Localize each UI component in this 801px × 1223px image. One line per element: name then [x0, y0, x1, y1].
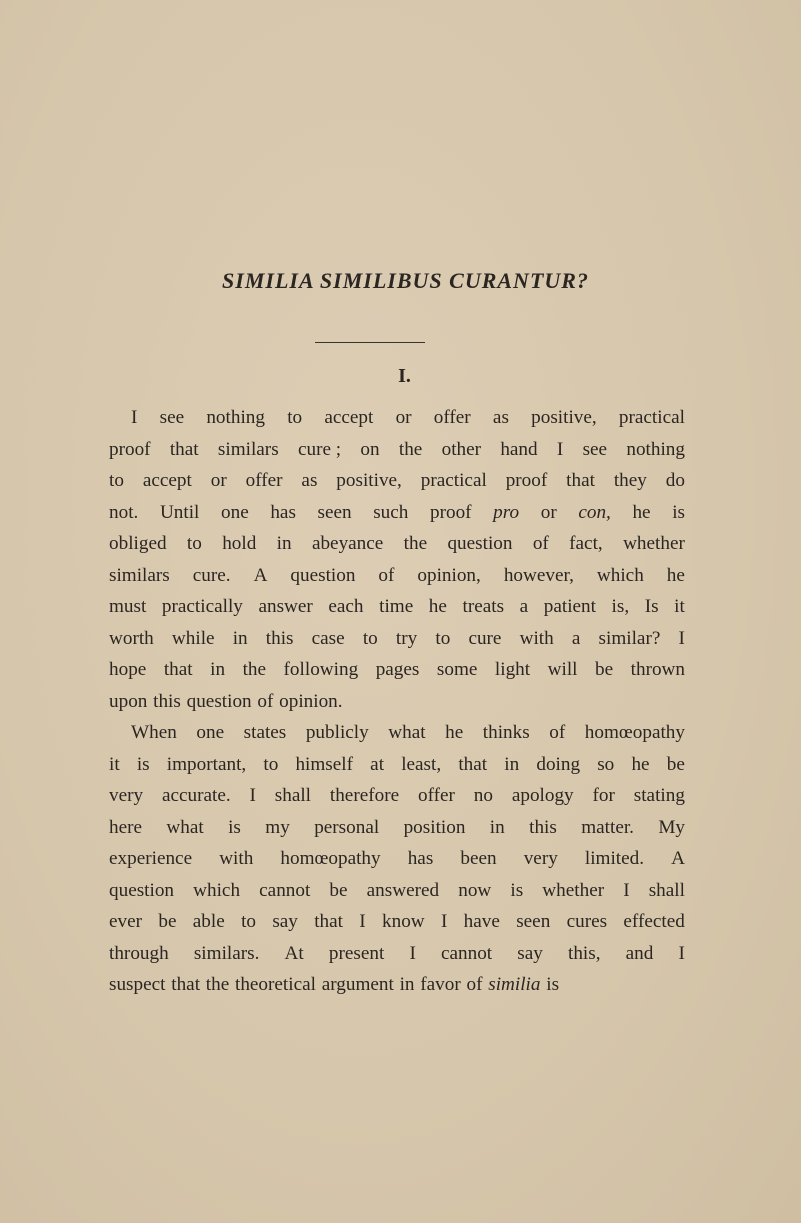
paragraph-2 — [109, 717, 685, 1001]
word: a — [519, 596, 529, 617]
word: this — [529, 816, 557, 838]
word: argument — [321, 974, 394, 995]
word: in — [489, 816, 505, 838]
word: publicly — [305, 722, 369, 743]
word: apology — [511, 785, 574, 806]
word: and — [625, 942, 654, 964]
word: he — [631, 753, 650, 775]
text-line — [109, 843, 685, 875]
text-line — [109, 623, 685, 655]
word: homœopathy — [280, 848, 381, 869]
word: this, — [567, 942, 601, 964]
word: he — [666, 564, 685, 586]
word: one — [221, 501, 249, 523]
word: worth — [109, 627, 154, 649]
word: the — [398, 438, 423, 460]
word: been — [460, 848, 497, 869]
word: hold — [222, 533, 257, 554]
word: shall — [648, 879, 685, 901]
word: proof — [430, 501, 472, 523]
word: in — [232, 627, 248, 649]
word: the — [403, 533, 428, 554]
word: to — [263, 753, 279, 775]
word: question — [186, 690, 252, 712]
word: they — [613, 470, 647, 491]
word: he — [632, 501, 651, 523]
word: A — [671, 848, 685, 869]
word: doing — [536, 753, 581, 775]
word: is, — [611, 596, 630, 617]
word: I — [131, 407, 138, 428]
word: personal — [314, 816, 380, 838]
word: ever — [109, 911, 143, 932]
word: do — [665, 470, 685, 491]
word: very — [109, 785, 144, 806]
word: or — [540, 501, 557, 523]
word: I — [409, 942, 416, 964]
word: it — [674, 596, 685, 617]
word: say — [272, 911, 298, 932]
word: question — [109, 879, 175, 901]
word: in — [399, 974, 415, 995]
word: in — [504, 753, 520, 775]
word: matter. — [581, 816, 634, 838]
word: nothing — [206, 407, 265, 428]
title-rule-divider — [315, 342, 425, 343]
word: he — [445, 722, 464, 743]
word: answered — [366, 879, 440, 901]
word: pages — [375, 659, 420, 680]
word: similars. — [193, 942, 260, 964]
word: states — [243, 722, 287, 743]
word: has — [270, 501, 296, 523]
word: cures — [566, 911, 608, 932]
word: shall — [274, 785, 312, 806]
word: position — [403, 816, 466, 838]
word: opinion, — [417, 564, 481, 586]
word: proof — [505, 470, 548, 491]
word: effected — [623, 911, 685, 932]
word: following — [283, 659, 359, 680]
word: of — [549, 722, 566, 743]
word: so — [597, 753, 615, 775]
word: light — [494, 659, 531, 680]
word: that — [566, 470, 595, 491]
word: on — [360, 438, 380, 460]
text-line — [109, 875, 685, 907]
word: question — [447, 533, 513, 554]
word: experience — [109, 848, 193, 869]
word: is — [546, 974, 560, 995]
word: whether — [623, 533, 685, 554]
word: My — [658, 816, 685, 838]
text-line — [109, 686, 685, 718]
word: thrown — [630, 659, 685, 680]
text-line — [109, 465, 685, 497]
word: himself — [295, 753, 354, 775]
word: offer — [433, 407, 471, 428]
word: hope — [109, 659, 147, 680]
word: answer — [258, 596, 313, 617]
word: seen — [317, 501, 352, 523]
word: to — [435, 627, 451, 649]
word: similars — [109, 564, 170, 586]
word: cannot — [440, 942, 493, 964]
word: positive, — [336, 470, 402, 491]
word: cure ; — [297, 438, 342, 460]
word: whether — [542, 879, 605, 901]
word: cure — [468, 627, 502, 649]
word: no — [473, 785, 493, 806]
word: hand — [500, 438, 538, 460]
word: present — [328, 942, 385, 964]
text-line — [109, 780, 685, 812]
word: he — [428, 596, 447, 617]
word: of — [532, 533, 549, 554]
word: this — [153, 690, 181, 712]
word: some — [436, 659, 478, 680]
word: through — [109, 942, 169, 964]
paragraph-1 — [109, 402, 685, 717]
word: seen — [516, 911, 551, 932]
word: in — [210, 659, 226, 680]
word: here — [109, 816, 143, 838]
word: at — [370, 753, 385, 775]
word: therefore — [329, 785, 400, 806]
body-text — [109, 402, 685, 1001]
word: similars — [217, 438, 279, 460]
word: case — [311, 627, 345, 649]
word: practically — [161, 596, 243, 617]
text-line — [109, 717, 685, 749]
text-line — [109, 560, 685, 592]
word: what — [166, 816, 204, 838]
word: Is — [644, 596, 659, 617]
word: will — [547, 659, 578, 680]
word: see — [582, 438, 608, 460]
word: with — [219, 848, 254, 869]
word: thinks — [482, 722, 530, 743]
word: to — [186, 533, 202, 554]
word: be — [666, 753, 685, 775]
word: cannot — [259, 879, 311, 901]
word: however, — [503, 564, 574, 586]
word: the — [205, 974, 230, 995]
word: I — [440, 911, 448, 932]
word: time — [379, 596, 414, 617]
word: of — [257, 690, 274, 712]
word: while — [171, 627, 215, 649]
word: practical — [420, 470, 487, 491]
word: opinion. — [279, 690, 343, 712]
word: upon — [109, 690, 148, 712]
word: nothing — [626, 438, 685, 460]
word: cure. — [192, 564, 231, 586]
word: in — [276, 533, 292, 554]
word: be — [595, 659, 614, 680]
word: least, — [401, 753, 442, 775]
word: is — [672, 501, 685, 523]
word: now — [458, 879, 492, 901]
word: be — [158, 911, 177, 932]
word: for — [592, 785, 615, 806]
word: of — [466, 974, 483, 995]
word: treats — [462, 596, 505, 617]
word: I — [678, 942, 685, 964]
word: that — [163, 659, 193, 680]
word: I — [678, 627, 685, 649]
word: one — [196, 722, 225, 743]
word: or — [395, 407, 412, 428]
text-line — [109, 591, 685, 623]
word: I — [249, 785, 256, 806]
word: is — [510, 879, 524, 901]
word: obliged — [109, 533, 167, 554]
word: of — [378, 564, 395, 586]
word: that — [314, 911, 343, 932]
word: which — [596, 564, 644, 586]
section-numeral: I. — [398, 365, 411, 387]
word: has — [407, 848, 434, 869]
word: this — [265, 627, 294, 649]
text-line — [109, 969, 685, 1001]
text-line — [109, 654, 685, 686]
text-line — [109, 938, 685, 970]
word: homœopathy — [584, 722, 685, 743]
word: favor — [420, 974, 461, 995]
text-line — [109, 528, 685, 560]
word: to — [109, 470, 124, 491]
text-line — [109, 749, 685, 781]
word: offer — [417, 785, 455, 806]
word: I — [623, 879, 630, 901]
word: stating — [633, 785, 685, 806]
word: suspect — [109, 974, 166, 995]
word: to — [362, 627, 378, 649]
word: con, — [578, 501, 611, 523]
word: with — [519, 627, 554, 649]
word: practical — [618, 407, 685, 428]
word: abeyance — [311, 533, 384, 554]
word: fact, — [569, 533, 603, 554]
word: pro — [493, 501, 520, 523]
word: what — [388, 722, 426, 743]
word: know — [382, 911, 425, 932]
word: limited. — [584, 848, 645, 869]
word: such — [373, 501, 409, 523]
text-line — [109, 906, 685, 938]
word: other — [441, 438, 482, 460]
word: the — [242, 659, 267, 680]
word: not. — [109, 501, 139, 523]
word: that — [458, 753, 488, 775]
word: as — [301, 470, 318, 491]
word: which — [193, 879, 241, 901]
word: A — [253, 564, 268, 586]
word: theoretical — [234, 974, 316, 995]
word: have — [463, 911, 500, 932]
word: positive, — [531, 407, 597, 428]
word: is — [228, 816, 241, 838]
word: Until — [159, 501, 200, 523]
word: able — [192, 911, 225, 932]
word: as — [492, 407, 509, 428]
text-line — [109, 812, 685, 844]
word: that — [169, 438, 199, 460]
word: proof — [109, 438, 151, 460]
text-line — [109, 497, 685, 529]
word: to — [287, 407, 303, 428]
word: accept — [324, 407, 374, 428]
word: my — [265, 816, 290, 838]
word: similia — [488, 974, 541, 995]
word: a — [571, 627, 581, 649]
word: each — [328, 596, 364, 617]
text-line — [109, 402, 685, 434]
word: must — [109, 596, 147, 617]
word: that — [171, 974, 201, 995]
text-line — [109, 434, 685, 466]
word: similar? — [598, 627, 661, 649]
word: patient — [543, 596, 596, 617]
word: At — [284, 942, 304, 964]
word: important, — [166, 753, 247, 775]
word: offer — [245, 470, 283, 491]
word: I — [556, 438, 564, 460]
word: or — [210, 470, 227, 491]
word: to — [241, 911, 256, 932]
word: very — [523, 848, 558, 869]
word: see — [159, 407, 185, 428]
word: question — [290, 564, 356, 586]
word: try — [395, 627, 418, 649]
word: it — [109, 753, 120, 775]
word: When — [131, 722, 177, 743]
word: be — [329, 879, 348, 901]
word: I — [359, 911, 366, 932]
word: accept — [142, 470, 192, 491]
page-title: SIMILIA SIMILIBUS CURANTUR? — [222, 268, 589, 293]
word: accurate. — [161, 785, 231, 806]
word: say — [517, 942, 543, 964]
word: is — [136, 753, 150, 775]
